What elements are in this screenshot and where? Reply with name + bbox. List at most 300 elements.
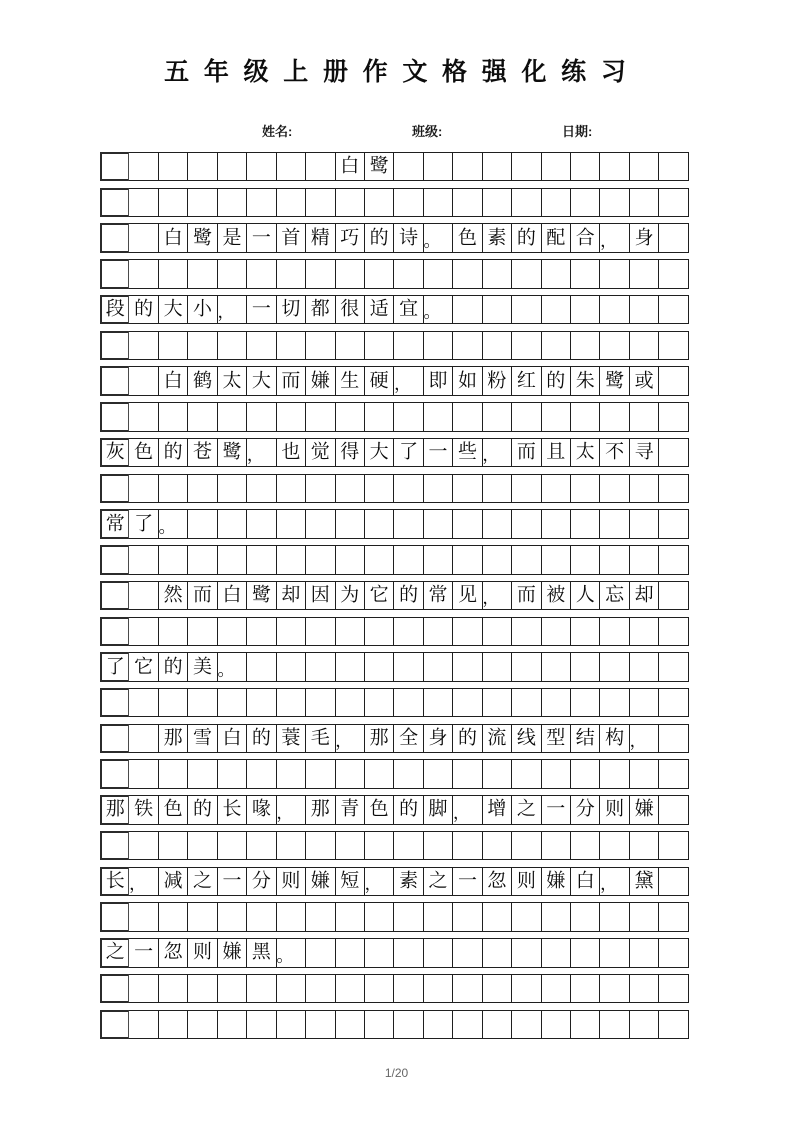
writing-grid-cell[interactable] bbox=[571, 759, 600, 788]
writing-grid-cell[interactable] bbox=[394, 902, 423, 931]
writing-grid-cell[interactable] bbox=[247, 938, 276, 967]
writing-grid-cell[interactable] bbox=[247, 366, 276, 395]
writing-grid-cell[interactable] bbox=[336, 867, 365, 896]
writing-grid-cell[interactable] bbox=[100, 759, 129, 788]
writing-grid-cell[interactable] bbox=[630, 295, 659, 324]
writing-grid-cell[interactable] bbox=[277, 831, 306, 860]
writing-grid-cell[interactable] bbox=[129, 831, 158, 860]
writing-grid-cell[interactable] bbox=[159, 831, 188, 860]
writing-grid-cell[interactable] bbox=[365, 831, 394, 860]
writing-grid-cell[interactable] bbox=[571, 831, 600, 860]
writing-grid-cell[interactable] bbox=[453, 474, 482, 503]
writing-grid-cell[interactable] bbox=[365, 509, 394, 538]
writing-grid-cell[interactable] bbox=[100, 545, 129, 574]
writing-grid-cell[interactable] bbox=[277, 295, 306, 324]
writing-grid-cell[interactable] bbox=[218, 188, 247, 217]
writing-grid-cell[interactable] bbox=[424, 831, 453, 860]
writing-grid-cell[interactable] bbox=[277, 1010, 306, 1039]
writing-grid-cell[interactable] bbox=[277, 259, 306, 288]
writing-grid-cell[interactable] bbox=[394, 974, 423, 1003]
writing-grid-cell[interactable] bbox=[188, 867, 217, 896]
writing-grid-cell[interactable] bbox=[100, 938, 129, 967]
writing-grid-cell[interactable] bbox=[600, 223, 629, 252]
writing-grid-cell[interactable] bbox=[483, 545, 512, 574]
writing-grid-cell[interactable] bbox=[247, 509, 276, 538]
writing-grid-cell[interactable] bbox=[218, 438, 247, 467]
writing-grid-cell[interactable] bbox=[247, 617, 276, 646]
writing-grid-cell[interactable] bbox=[453, 402, 482, 431]
writing-grid-cell[interactable] bbox=[100, 152, 129, 181]
writing-grid-cell[interactable] bbox=[336, 402, 365, 431]
writing-grid-cell[interactable] bbox=[306, 759, 335, 788]
writing-grid-cell[interactable] bbox=[512, 938, 541, 967]
writing-grid-cell[interactable] bbox=[483, 438, 512, 467]
writing-grid-cell[interactable] bbox=[100, 974, 129, 1003]
writing-grid-cell[interactable] bbox=[277, 366, 306, 395]
writing-grid-cell[interactable] bbox=[453, 366, 482, 395]
writing-grid-cell[interactable] bbox=[659, 223, 688, 252]
writing-grid-cell[interactable] bbox=[159, 223, 188, 252]
writing-grid-cell[interactable] bbox=[659, 188, 688, 217]
writing-grid-cell[interactable] bbox=[394, 617, 423, 646]
writing-grid-cell[interactable] bbox=[424, 902, 453, 931]
writing-grid-cell[interactable] bbox=[247, 474, 276, 503]
writing-grid-cell[interactable] bbox=[247, 438, 276, 467]
writing-grid-cell[interactable] bbox=[277, 331, 306, 360]
writing-grid-cell[interactable] bbox=[571, 902, 600, 931]
writing-grid-cell[interactable] bbox=[659, 688, 688, 717]
writing-grid-cell[interactable] bbox=[571, 938, 600, 967]
writing-grid-cell[interactable] bbox=[394, 152, 423, 181]
writing-grid-cell[interactable] bbox=[394, 331, 423, 360]
writing-grid-cell[interactable] bbox=[365, 759, 394, 788]
writing-grid-cell[interactable] bbox=[365, 259, 394, 288]
writing-grid-cell[interactable] bbox=[424, 366, 453, 395]
writing-grid-cell[interactable] bbox=[483, 867, 512, 896]
writing-grid-cell[interactable] bbox=[218, 474, 247, 503]
writing-grid-cell[interactable] bbox=[453, 867, 482, 896]
writing-grid-cell[interactable] bbox=[100, 366, 129, 395]
writing-grid-cell[interactable] bbox=[336, 438, 365, 467]
writing-grid-cell[interactable] bbox=[218, 902, 247, 931]
writing-grid-cell[interactable] bbox=[542, 331, 571, 360]
writing-grid-cell[interactable] bbox=[630, 938, 659, 967]
writing-grid-cell[interactable] bbox=[336, 474, 365, 503]
writing-grid-cell[interactable] bbox=[483, 974, 512, 1003]
writing-grid-cell[interactable] bbox=[630, 617, 659, 646]
writing-grid-cell[interactable] bbox=[277, 724, 306, 753]
writing-grid-cell[interactable] bbox=[277, 474, 306, 503]
writing-grid-cell[interactable] bbox=[306, 795, 335, 824]
writing-grid-cell[interactable] bbox=[630, 795, 659, 824]
writing-grid-cell[interactable] bbox=[630, 1010, 659, 1039]
writing-grid-cell[interactable] bbox=[277, 759, 306, 788]
writing-grid-cell[interactable] bbox=[600, 652, 629, 681]
writing-grid-cell[interactable] bbox=[483, 295, 512, 324]
writing-grid-cell[interactable] bbox=[365, 366, 394, 395]
writing-grid-cell[interactable] bbox=[483, 902, 512, 931]
writing-grid-cell[interactable] bbox=[630, 366, 659, 395]
writing-grid-cell[interactable] bbox=[100, 188, 129, 217]
writing-grid-cell[interactable] bbox=[247, 223, 276, 252]
writing-grid-cell[interactable] bbox=[188, 938, 217, 967]
writing-grid-cell[interactable] bbox=[600, 688, 629, 717]
writing-grid-cell[interactable] bbox=[453, 259, 482, 288]
writing-grid-cell[interactable] bbox=[336, 223, 365, 252]
writing-grid-cell[interactable] bbox=[571, 688, 600, 717]
writing-grid-cell[interactable] bbox=[424, 295, 453, 324]
writing-grid-cell[interactable] bbox=[394, 545, 423, 574]
writing-grid-cell[interactable] bbox=[306, 259, 335, 288]
writing-grid-cell[interactable] bbox=[659, 438, 688, 467]
writing-grid-cell[interactable] bbox=[159, 259, 188, 288]
writing-grid-cell[interactable] bbox=[218, 688, 247, 717]
writing-grid-cell[interactable] bbox=[600, 759, 629, 788]
writing-grid-cell[interactable] bbox=[571, 795, 600, 824]
writing-grid-cell[interactable] bbox=[336, 759, 365, 788]
writing-grid-cell[interactable] bbox=[512, 402, 541, 431]
writing-grid-cell[interactable] bbox=[277, 152, 306, 181]
writing-grid-cell[interactable] bbox=[100, 724, 129, 753]
writing-grid-cell[interactable] bbox=[659, 545, 688, 574]
writing-grid-cell[interactable] bbox=[453, 938, 482, 967]
writing-grid-cell[interactable] bbox=[630, 545, 659, 574]
writing-grid-cell[interactable] bbox=[600, 366, 629, 395]
writing-grid-cell[interactable] bbox=[365, 223, 394, 252]
writing-grid-cell[interactable] bbox=[129, 724, 158, 753]
writing-grid-cell[interactable] bbox=[453, 188, 482, 217]
writing-grid-cell[interactable] bbox=[424, 259, 453, 288]
writing-grid-cell[interactable] bbox=[100, 617, 129, 646]
writing-grid-cell[interactable] bbox=[336, 652, 365, 681]
writing-grid-cell[interactable] bbox=[129, 474, 158, 503]
writing-grid-cell[interactable] bbox=[424, 759, 453, 788]
writing-grid-cell[interactable] bbox=[542, 795, 571, 824]
writing-grid-cell[interactable] bbox=[453, 688, 482, 717]
writing-grid-cell[interactable] bbox=[247, 545, 276, 574]
writing-grid-cell[interactable] bbox=[365, 617, 394, 646]
writing-grid-cell[interactable] bbox=[277, 902, 306, 931]
writing-grid-cell[interactable] bbox=[218, 724, 247, 753]
writing-grid-cell[interactable] bbox=[218, 617, 247, 646]
writing-grid-cell[interactable] bbox=[512, 974, 541, 1003]
writing-grid-cell[interactable] bbox=[630, 152, 659, 181]
writing-grid-cell[interactable] bbox=[365, 938, 394, 967]
writing-grid-cell[interactable] bbox=[129, 509, 158, 538]
writing-grid-cell[interactable] bbox=[247, 652, 276, 681]
writing-grid-cell[interactable] bbox=[630, 223, 659, 252]
writing-grid-cell[interactable] bbox=[600, 545, 629, 574]
writing-grid-cell[interactable] bbox=[542, 938, 571, 967]
writing-grid-cell[interactable] bbox=[512, 688, 541, 717]
writing-grid-cell[interactable] bbox=[453, 652, 482, 681]
writing-grid-cell[interactable] bbox=[188, 617, 217, 646]
writing-grid-cell[interactable] bbox=[394, 295, 423, 324]
writing-grid-cell[interactable] bbox=[483, 474, 512, 503]
writing-grid-cell[interactable] bbox=[394, 581, 423, 610]
writing-grid-cell[interactable] bbox=[306, 402, 335, 431]
writing-grid-cell[interactable] bbox=[394, 474, 423, 503]
writing-grid-cell[interactable] bbox=[659, 509, 688, 538]
writing-grid-cell[interactable] bbox=[542, 867, 571, 896]
writing-grid-cell[interactable] bbox=[600, 509, 629, 538]
writing-grid-cell[interactable] bbox=[306, 295, 335, 324]
writing-grid-cell[interactable] bbox=[306, 223, 335, 252]
writing-grid-cell[interactable] bbox=[247, 688, 276, 717]
writing-grid-cell[interactable] bbox=[571, 617, 600, 646]
writing-grid-cell[interactable] bbox=[159, 1010, 188, 1039]
writing-grid-cell[interactable] bbox=[424, 509, 453, 538]
writing-grid-cell[interactable] bbox=[129, 545, 158, 574]
writing-grid-cell[interactable] bbox=[512, 759, 541, 788]
writing-grid-cell[interactable] bbox=[512, 1010, 541, 1039]
writing-grid-cell[interactable] bbox=[306, 188, 335, 217]
writing-grid-cell[interactable] bbox=[277, 509, 306, 538]
writing-grid-cell[interactable] bbox=[100, 331, 129, 360]
writing-grid-cell[interactable] bbox=[218, 509, 247, 538]
writing-grid-cell[interactable] bbox=[453, 509, 482, 538]
writing-grid-cell[interactable] bbox=[394, 188, 423, 217]
writing-grid-cell[interactable] bbox=[630, 759, 659, 788]
writing-grid-cell[interactable] bbox=[336, 581, 365, 610]
writing-grid-cell[interactable] bbox=[277, 974, 306, 1003]
writing-grid-cell[interactable] bbox=[453, 795, 482, 824]
writing-grid-cell[interactable] bbox=[365, 295, 394, 324]
writing-grid-cell[interactable] bbox=[129, 259, 158, 288]
writing-grid-cell[interactable] bbox=[424, 581, 453, 610]
writing-grid-cell[interactable] bbox=[100, 295, 129, 324]
writing-grid-cell[interactable] bbox=[600, 938, 629, 967]
writing-grid-cell[interactable] bbox=[129, 974, 158, 1003]
writing-grid-cell[interactable] bbox=[394, 1010, 423, 1039]
writing-grid-cell[interactable] bbox=[218, 974, 247, 1003]
writing-grid-cell[interactable] bbox=[542, 509, 571, 538]
writing-grid-cell[interactable] bbox=[277, 688, 306, 717]
writing-grid-cell[interactable] bbox=[483, 938, 512, 967]
writing-grid-cell[interactable] bbox=[159, 152, 188, 181]
writing-grid-cell[interactable] bbox=[159, 402, 188, 431]
writing-grid-cell[interactable] bbox=[453, 331, 482, 360]
writing-grid-cell[interactable] bbox=[188, 724, 217, 753]
writing-grid-cell[interactable] bbox=[512, 867, 541, 896]
writing-grid-cell[interactable] bbox=[218, 152, 247, 181]
writing-grid-cell[interactable] bbox=[159, 295, 188, 324]
writing-grid-cell[interactable] bbox=[100, 831, 129, 860]
writing-grid-cell[interactable] bbox=[571, 474, 600, 503]
writing-grid-cell[interactable] bbox=[659, 759, 688, 788]
writing-grid-cell[interactable] bbox=[483, 795, 512, 824]
writing-grid-cell[interactable] bbox=[247, 188, 276, 217]
writing-grid-cell[interactable] bbox=[188, 759, 217, 788]
writing-grid-cell[interactable] bbox=[159, 795, 188, 824]
writing-grid-cell[interactable] bbox=[159, 545, 188, 574]
writing-grid-cell[interactable] bbox=[571, 366, 600, 395]
writing-grid-cell[interactable] bbox=[630, 974, 659, 1003]
writing-grid-cell[interactable] bbox=[394, 509, 423, 538]
writing-grid-cell[interactable] bbox=[394, 795, 423, 824]
writing-grid-cell[interactable] bbox=[247, 902, 276, 931]
writing-grid-cell[interactable] bbox=[277, 402, 306, 431]
writing-grid-cell[interactable] bbox=[129, 331, 158, 360]
writing-grid-cell[interactable] bbox=[159, 724, 188, 753]
writing-grid-cell[interactable] bbox=[512, 509, 541, 538]
writing-grid-cell[interactable] bbox=[218, 652, 247, 681]
writing-grid-cell[interactable] bbox=[571, 509, 600, 538]
writing-grid-cell[interactable] bbox=[277, 438, 306, 467]
writing-grid-cell[interactable] bbox=[365, 402, 394, 431]
writing-grid-cell[interactable] bbox=[659, 902, 688, 931]
writing-grid-cell[interactable] bbox=[247, 581, 276, 610]
writing-grid-cell[interactable] bbox=[571, 724, 600, 753]
writing-grid-cell[interactable] bbox=[600, 617, 629, 646]
writing-grid-cell[interactable] bbox=[394, 759, 423, 788]
writing-grid-cell[interactable] bbox=[483, 402, 512, 431]
writing-grid-cell[interactable] bbox=[365, 474, 394, 503]
writing-grid-cell[interactable] bbox=[277, 545, 306, 574]
writing-grid-cell[interactable] bbox=[218, 759, 247, 788]
writing-grid-cell[interactable] bbox=[453, 223, 482, 252]
writing-grid-cell[interactable] bbox=[453, 902, 482, 931]
writing-grid-cell[interactable] bbox=[247, 295, 276, 324]
writing-grid-cell[interactable] bbox=[277, 188, 306, 217]
writing-grid-cell[interactable] bbox=[424, 795, 453, 824]
writing-grid-cell[interactable] bbox=[659, 795, 688, 824]
writing-grid-cell[interactable] bbox=[159, 867, 188, 896]
writing-grid-cell[interactable] bbox=[512, 366, 541, 395]
writing-grid-cell[interactable] bbox=[542, 902, 571, 931]
writing-grid-cell[interactable] bbox=[394, 724, 423, 753]
writing-grid-cell[interactable] bbox=[600, 867, 629, 896]
writing-grid-cell[interactable] bbox=[571, 188, 600, 217]
writing-grid-cell[interactable] bbox=[659, 974, 688, 1003]
writing-grid-cell[interactable] bbox=[659, 295, 688, 324]
writing-grid-cell[interactable] bbox=[336, 724, 365, 753]
writing-grid-cell[interactable] bbox=[336, 366, 365, 395]
writing-grid-cell[interactable] bbox=[306, 652, 335, 681]
writing-grid-cell[interactable] bbox=[600, 331, 629, 360]
writing-grid-cell[interactable] bbox=[483, 617, 512, 646]
writing-grid-cell[interactable] bbox=[247, 259, 276, 288]
writing-grid-cell[interactable] bbox=[600, 724, 629, 753]
writing-grid-cell[interactable] bbox=[336, 795, 365, 824]
writing-grid-cell[interactable] bbox=[277, 867, 306, 896]
writing-grid-cell[interactable] bbox=[542, 1010, 571, 1039]
writing-grid-cell[interactable] bbox=[630, 902, 659, 931]
writing-grid-cell[interactable] bbox=[306, 438, 335, 467]
writing-grid-cell[interactable] bbox=[630, 688, 659, 717]
writing-grid-cell[interactable] bbox=[218, 867, 247, 896]
writing-grid-cell[interactable] bbox=[394, 223, 423, 252]
writing-grid-cell[interactable] bbox=[365, 152, 394, 181]
writing-grid-cell[interactable] bbox=[424, 867, 453, 896]
writing-grid-cell[interactable] bbox=[365, 688, 394, 717]
writing-grid-cell[interactable] bbox=[247, 331, 276, 360]
writing-grid-cell[interactable] bbox=[188, 545, 217, 574]
writing-grid-cell[interactable] bbox=[365, 902, 394, 931]
writing-grid-cell[interactable] bbox=[424, 438, 453, 467]
writing-grid-cell[interactable] bbox=[306, 902, 335, 931]
writing-grid-cell[interactable] bbox=[542, 223, 571, 252]
writing-grid-cell[interactable] bbox=[630, 509, 659, 538]
writing-grid-cell[interactable] bbox=[600, 438, 629, 467]
writing-grid-cell[interactable] bbox=[600, 188, 629, 217]
writing-grid-cell[interactable] bbox=[571, 974, 600, 1003]
writing-grid-cell[interactable] bbox=[365, 652, 394, 681]
writing-grid-cell[interactable] bbox=[542, 438, 571, 467]
writing-grid-cell[interactable] bbox=[100, 795, 129, 824]
writing-grid-cell[interactable] bbox=[129, 402, 158, 431]
writing-grid-cell[interactable] bbox=[188, 902, 217, 931]
writing-grid-cell[interactable] bbox=[100, 867, 129, 896]
writing-grid-cell[interactable] bbox=[512, 188, 541, 217]
writing-grid-cell[interactable] bbox=[600, 474, 629, 503]
writing-grid-cell[interactable] bbox=[394, 688, 423, 717]
writing-grid-cell[interactable] bbox=[394, 402, 423, 431]
writing-grid-cell[interactable] bbox=[512, 545, 541, 574]
writing-grid-cell[interactable] bbox=[336, 259, 365, 288]
writing-grid-cell[interactable] bbox=[188, 974, 217, 1003]
writing-grid-cell[interactable] bbox=[100, 474, 129, 503]
writing-grid-cell[interactable] bbox=[159, 759, 188, 788]
writing-grid-cell[interactable] bbox=[600, 902, 629, 931]
writing-grid-cell[interactable] bbox=[159, 188, 188, 217]
writing-grid-cell[interactable] bbox=[600, 974, 629, 1003]
writing-grid-cell[interactable] bbox=[129, 902, 158, 931]
writing-grid-cell[interactable] bbox=[188, 509, 217, 538]
writing-grid-cell[interactable] bbox=[630, 652, 659, 681]
writing-grid-cell[interactable] bbox=[129, 295, 158, 324]
writing-grid-cell[interactable] bbox=[336, 331, 365, 360]
writing-grid-cell[interactable] bbox=[218, 581, 247, 610]
writing-grid-cell[interactable] bbox=[542, 759, 571, 788]
writing-grid-cell[interactable] bbox=[630, 474, 659, 503]
writing-grid-cell[interactable] bbox=[630, 402, 659, 431]
writing-grid-cell[interactable] bbox=[571, 438, 600, 467]
writing-grid-cell[interactable] bbox=[571, 331, 600, 360]
writing-grid-cell[interactable] bbox=[188, 581, 217, 610]
writing-grid-cell[interactable] bbox=[129, 188, 158, 217]
writing-grid-cell[interactable] bbox=[483, 688, 512, 717]
writing-grid-cell[interactable] bbox=[188, 223, 217, 252]
writing-grid-cell[interactable] bbox=[483, 259, 512, 288]
writing-grid-cell[interactable] bbox=[188, 402, 217, 431]
writing-grid-cell[interactable] bbox=[453, 831, 482, 860]
writing-grid-cell[interactable] bbox=[453, 724, 482, 753]
writing-grid-cell[interactable] bbox=[542, 545, 571, 574]
writing-grid-cell[interactable] bbox=[218, 366, 247, 395]
writing-grid-cell[interactable] bbox=[512, 652, 541, 681]
writing-grid-cell[interactable] bbox=[100, 509, 129, 538]
writing-grid-cell[interactable] bbox=[600, 152, 629, 181]
writing-grid-cell[interactable] bbox=[424, 617, 453, 646]
writing-grid-cell[interactable] bbox=[600, 831, 629, 860]
writing-grid-cell[interactable] bbox=[365, 724, 394, 753]
writing-grid-cell[interactable] bbox=[424, 974, 453, 1003]
writing-grid-cell[interactable] bbox=[277, 223, 306, 252]
writing-grid-cell[interactable] bbox=[424, 402, 453, 431]
writing-grid-cell[interactable] bbox=[571, 867, 600, 896]
writing-grid-cell[interactable] bbox=[542, 402, 571, 431]
writing-grid-cell[interactable] bbox=[542, 581, 571, 610]
writing-grid-cell[interactable] bbox=[659, 366, 688, 395]
writing-grid-cell[interactable] bbox=[512, 581, 541, 610]
writing-grid-cell[interactable] bbox=[247, 795, 276, 824]
writing-grid-cell[interactable] bbox=[453, 617, 482, 646]
writing-grid-cell[interactable] bbox=[306, 1010, 335, 1039]
writing-grid-cell[interactable] bbox=[100, 402, 129, 431]
writing-grid-cell[interactable] bbox=[659, 938, 688, 967]
writing-grid-cell[interactable] bbox=[424, 152, 453, 181]
